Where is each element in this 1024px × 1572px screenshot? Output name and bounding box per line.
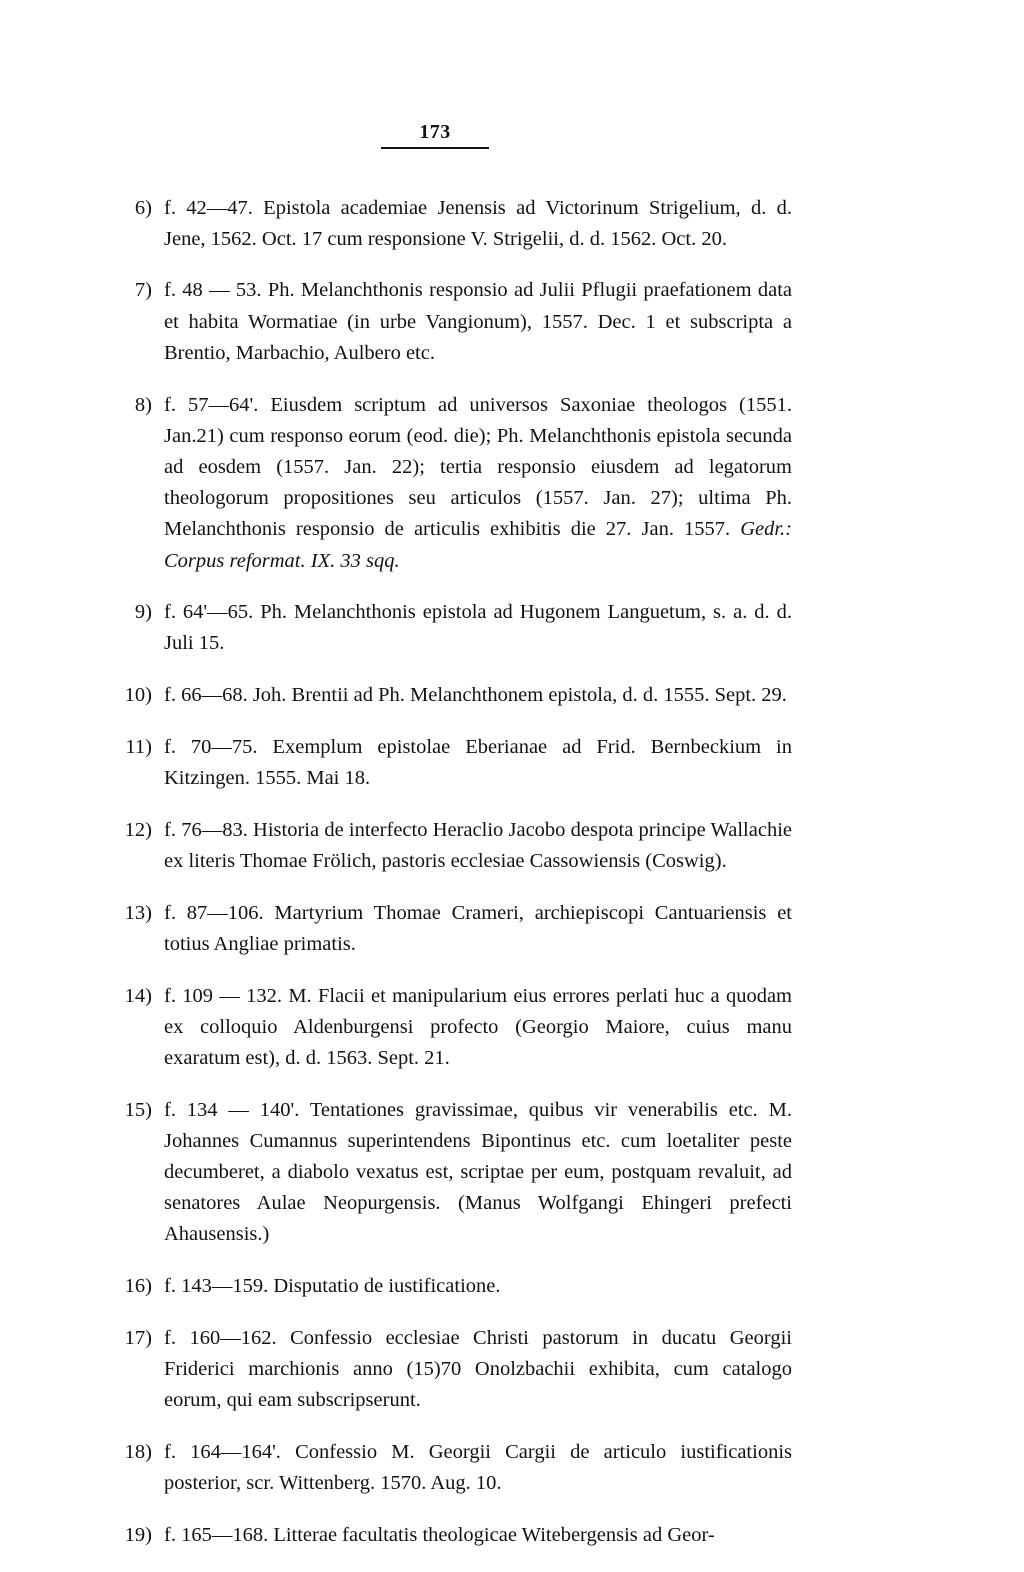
catalogue-entry xyxy=(108,1323,792,1417)
body-text-column xyxy=(108,172,792,1572)
catalogue-entry xyxy=(108,390,792,577)
entry-text-roman: f. 57—64'. Eiusdem scriptum ad universos Saxoniae theologos (1551. Jan.21) cum responso eorum (eod. die); Ph. Melanchthonis epistola secunda ad eosdem (1557. Jan. 22); tertia responsio eiusdem ad legatorum theologorum propositiones seu articulos (1557. Jan. 27); ultima Ph. Melanchthonis responsio de articulis exhibitis die 27. Jan. 1557. xyxy=(164,393,792,541)
entry-text-roman: f. 64'—65. Ph. Melanchthonis epistola ad Hugonem Languetum, s. a. d. d. Juli 15. xyxy=(164,601,792,655)
entry-text xyxy=(164,275,792,369)
entry-number: 9) xyxy=(134,601,152,624)
catalogue-entry xyxy=(108,815,792,877)
entry-number: 19) xyxy=(124,1523,152,1546)
entry-text-roman: f. 76—83. Historia de interfecto Heraclio Jacobo despota principe Wallachie ex literis Thomae Frölich, pastoris ecclesiae Cassowiensis (Coswig). xyxy=(164,818,792,872)
catalogue-entry xyxy=(108,1520,792,1551)
catalogue-entry xyxy=(108,193,792,255)
entry-text xyxy=(164,390,792,577)
entry-text xyxy=(164,193,792,255)
catalogue-entry xyxy=(108,597,792,659)
entry-text-roman: f. 66—68. Joh. Brentii ad Ph. Melanchthonem epistola, d. d. 1555. Sept. 29. xyxy=(164,684,787,707)
entry-text-roman: f. 134 — 140'. Tentationes gravissimae, quibus vir venerabilis etc. M. Johannes Cumannus superintendens Bipontinus etc. cum loetaliter peste decumberet, a diabolo vexatus est, scriptae per eum, postquam revaluit, ad senatores Aulae Neopurgensis. (Manus Wolfgangi Ehingeri prefecti Ahausensis.) xyxy=(164,1098,792,1246)
page-number-rule xyxy=(381,147,489,149)
catalogue-entry xyxy=(108,732,792,794)
entry-text xyxy=(164,1095,792,1251)
catalogue-entry xyxy=(108,680,792,711)
entry-text-roman: f. 160—162. Confessio ecclesiae Christi pastorum in ducatu Georgii Friderici marchionis anno (15)70 Onolzbachii exhibita, cum catalogo eorum, qui eam subscripserunt. xyxy=(164,1326,792,1412)
entry-text-roman: f. 48 — 53. Ph. Melanchthonis responsio ad Julii Pflugii praefationem data et habita Wormatiae (in urbe Vangionum), 1557. Dec. 1 et subscripta a Brentio, Marbachio, Aulbero etc. xyxy=(164,279,792,364)
entry-text xyxy=(164,1520,792,1551)
catalogue-entry xyxy=(108,275,792,369)
entry-number: 16) xyxy=(124,1275,152,1298)
entry-text-roman: f. 165—168. Litterae facultatis theologicae Witebergensis ad Geor- xyxy=(164,1523,715,1546)
entry-number: 13) xyxy=(124,901,152,924)
catalogue-entry xyxy=(108,981,792,1075)
entry-text xyxy=(164,981,792,1075)
entry-text-roman: f. 164—164'. Confessio M. Georgii Cargii de articulo iustificationis posterior, scr. Wittenberg. 1570. Aug. 10. xyxy=(164,1441,792,1495)
page-number: 173 xyxy=(419,121,451,143)
entry-text xyxy=(164,680,792,711)
entry-text-italic-citation: Gedr.: Corpus reformat. IX. 33 sqq. xyxy=(164,518,792,572)
entry-number: 14) xyxy=(124,984,152,1007)
entry-text-roman: f. 87—106. Martyrium Thomae Crameri, archiepiscopi Cantuariensis et totius Angliae primatis. xyxy=(164,901,792,955)
entry-text xyxy=(164,1271,792,1302)
entry-text xyxy=(164,1437,792,1499)
entry-number: 17) xyxy=(124,1326,152,1349)
entry-text xyxy=(164,898,792,960)
entry-text-roman: f. 70—75. Exemplum epistolae Eberianae ad Frid. Bernbeckium in Kitzingen. 1555. Mai 18. xyxy=(164,735,792,790)
catalogue-entry xyxy=(108,1271,792,1302)
catalogue-entry xyxy=(108,898,792,960)
entry-number: 15) xyxy=(124,1098,152,1121)
entry-text xyxy=(164,597,792,659)
page-number-block xyxy=(375,122,495,149)
entry-number: 7) xyxy=(134,279,152,302)
entry-text-roman: f. 109 — 132. M. Flacii et manipularium eius errores perlati huc a quodam ex colloquio Aldenburgensi profecto (Georgio Maiore, cuius manu exaratum est), d. d. 1563. Sept. 21. xyxy=(164,984,792,1069)
entry-number: 8) xyxy=(134,393,152,416)
entry-text xyxy=(164,815,792,877)
entry-text-roman: f. 143—159. Disputatio de iustificatione. xyxy=(164,1275,501,1298)
entry-number: 12) xyxy=(124,818,152,841)
catalogue-entry xyxy=(108,1095,792,1251)
entry-text-roman: f. 42—47. Epistola academiae Jenensis ad Victorinum Strigelium, d. d. Jene, 1562. Oct. 17 cum responsione V. Strigelii, d. d. 1562. Oct. 20. xyxy=(164,196,792,250)
entry-text xyxy=(164,1323,792,1417)
entry-number: 18) xyxy=(124,1441,152,1463)
entry-text xyxy=(164,732,792,794)
catalogue-entry xyxy=(108,1437,792,1499)
entry-number: 11) xyxy=(125,735,152,758)
entry-number: 10) xyxy=(124,684,152,707)
entry-number: 6) xyxy=(134,196,152,219)
